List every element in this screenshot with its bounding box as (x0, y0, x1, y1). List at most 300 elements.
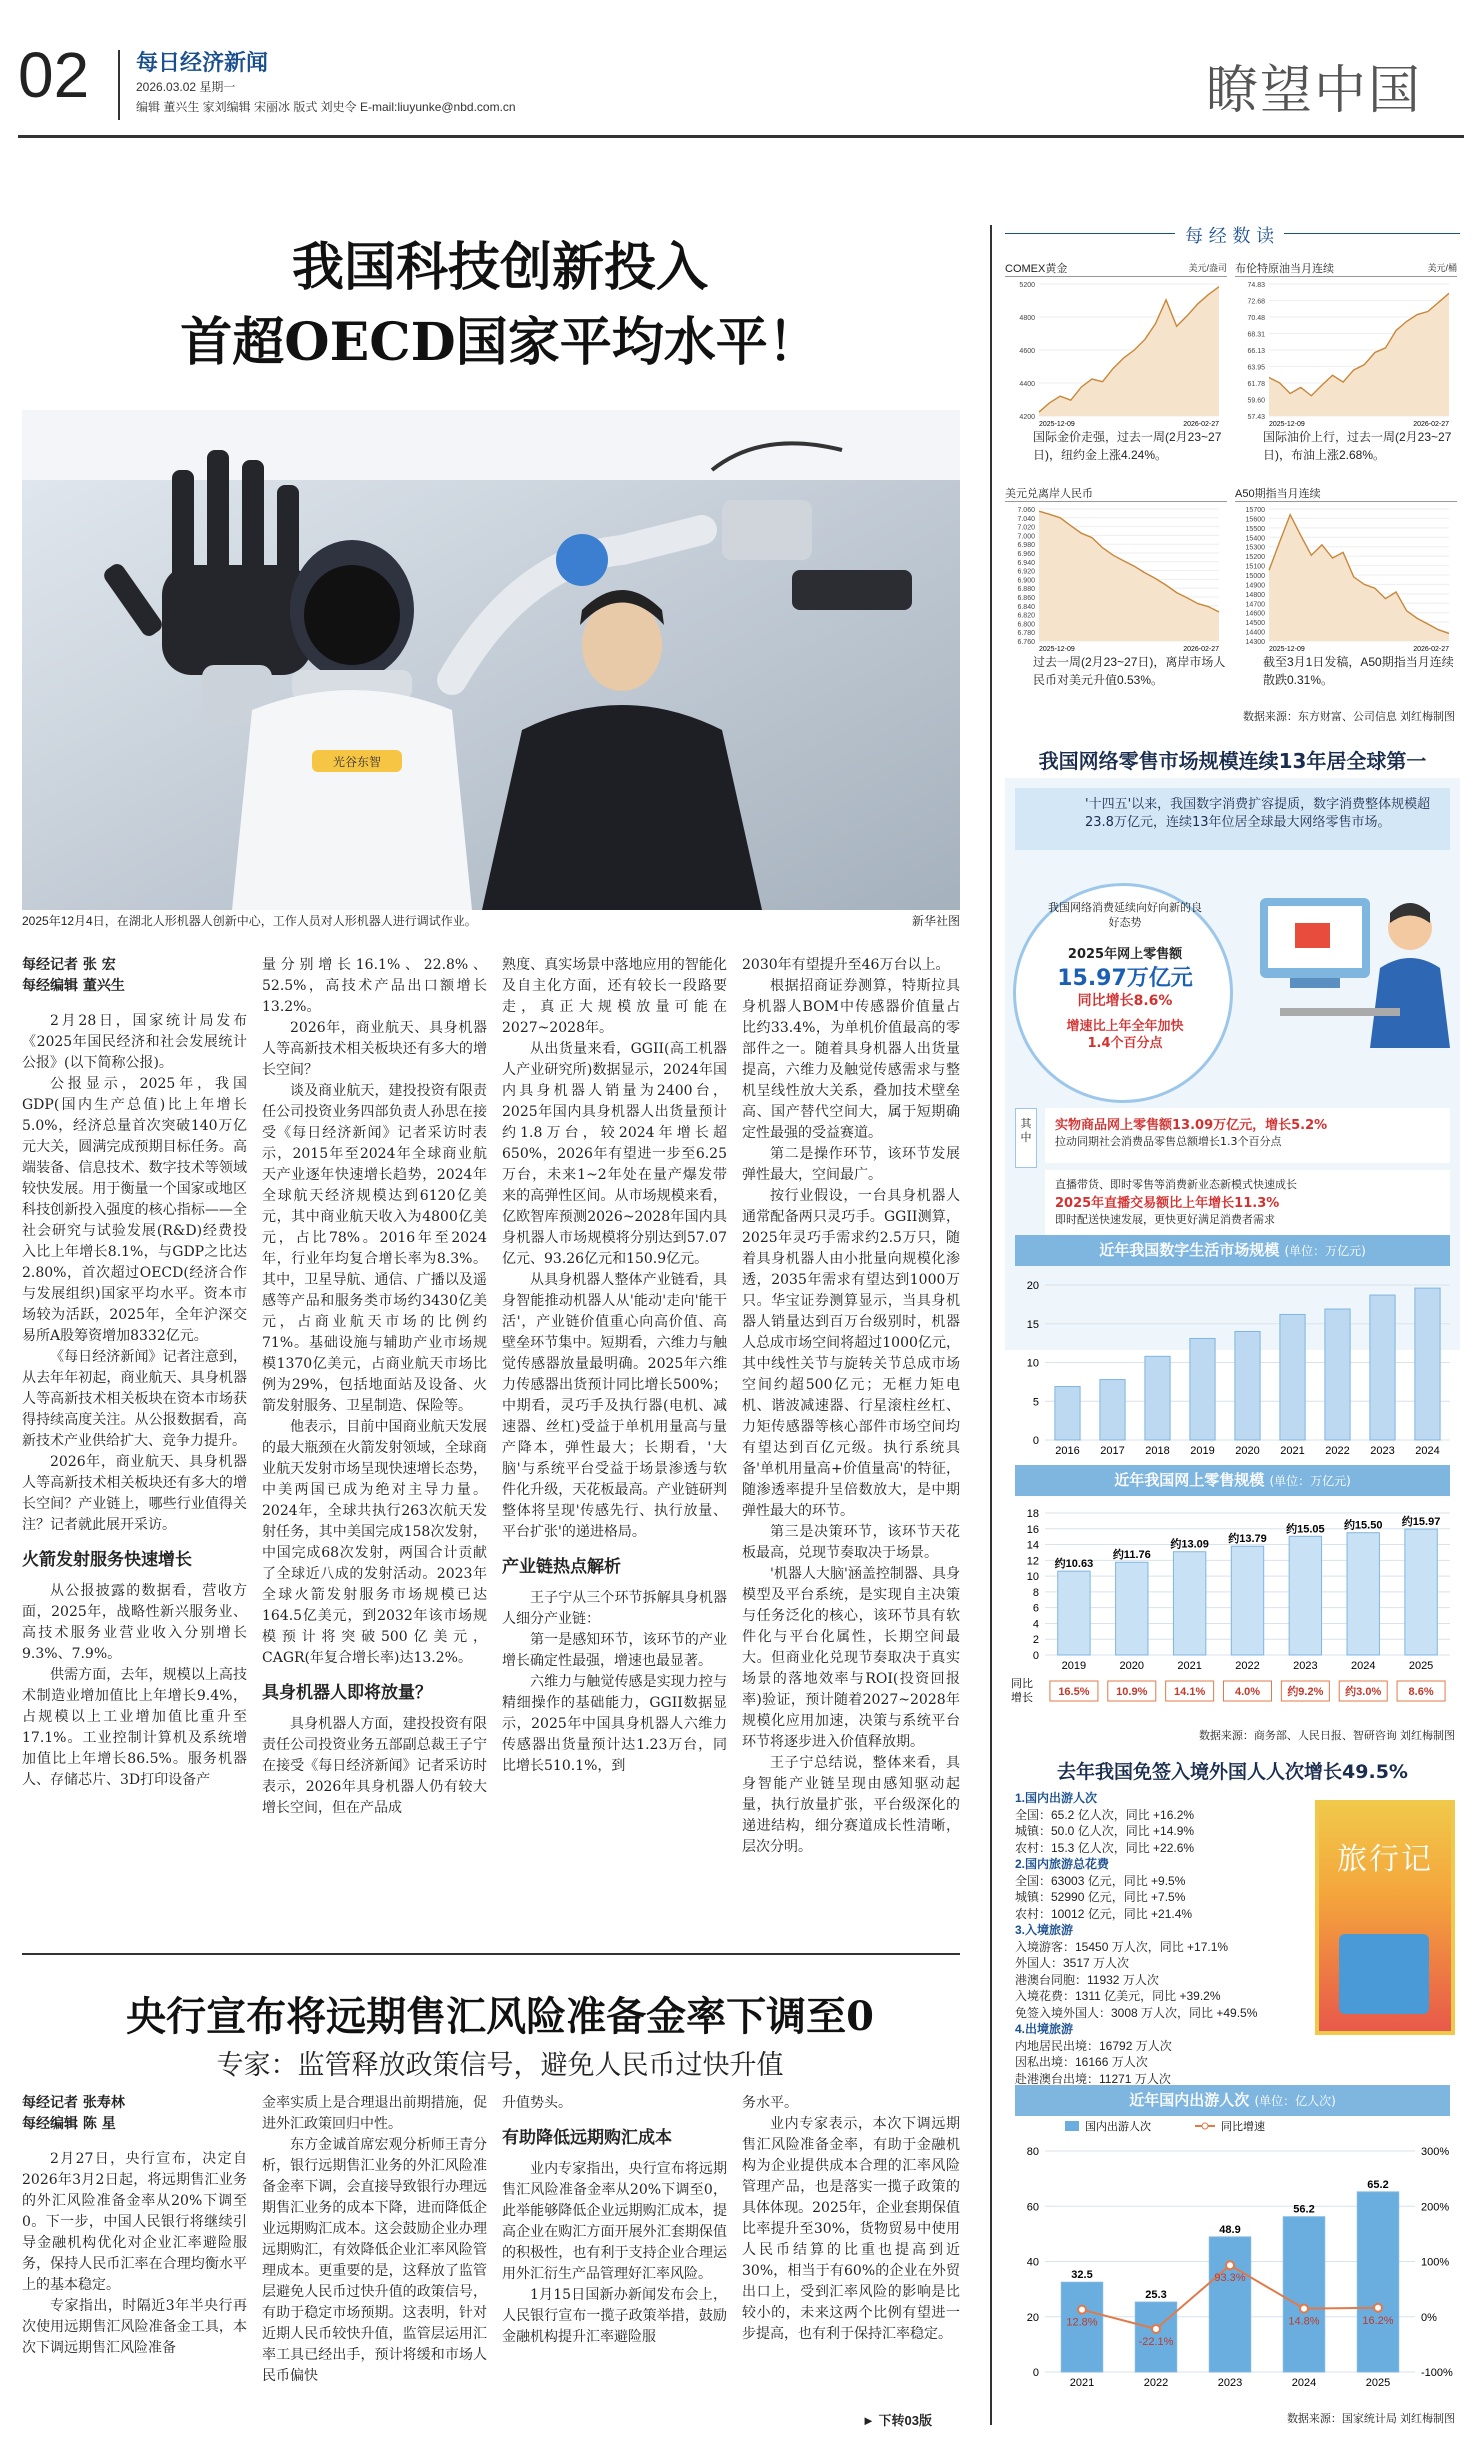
online-chart-title: 近年我国网上零售规模 (1114, 1471, 1265, 1489)
bar-value-label: 约10.63 (1054, 1558, 1094, 1571)
mini-tick: 63.95 (1247, 364, 1265, 372)
paragraph: 谈及商业航天，建投投资有限责任公司投资业务四部负责人孙思在接受《每日经济新闻》记者采访时表示，2015年至2024年全球商业航天产业逐年快速增长趋势，2024年全球航天经济规模达到6120亿美元，其中商业航天收入为4800亿美元，占比78%。2016年至2024年，行业年均复合增长率为8.3%。其中，卫星导航、通信、广播以及遥感等产品和服务类市场约3430亿美元，占商业航天市场的比例约71%。基础设施与辅助产业市场规模1370亿美元，占商业航天市场比例为29%，包括地面站及设备、火箭发射服务、卫星制造、保险等。 (262, 1083, 487, 1414)
svg-text:光谷东智: 光谷东智 (332, 755, 382, 769)
tour-stats (1015, 1790, 1315, 2087)
mini-tick: 15600 (1245, 516, 1265, 524)
continued-link[interactable]: ► 下转03版 (862, 2413, 932, 2428)
retail-title: 我国网络零售市场规模连续13年居全球第一 (1038, 749, 1427, 773)
tour-stat-line: 入境花费：1311 亿美元，同比 +39.2% (1015, 1989, 1221, 2003)
bar (1209, 2237, 1250, 2372)
bar (1405, 1529, 1437, 1655)
mini-tick: 59.60 (1247, 397, 1265, 405)
subheading: 产业链热点解析 (502, 1557, 621, 1577)
growth-point (1078, 2306, 1086, 2314)
y2-tick-label: -100% (1421, 2367, 1453, 2379)
mini-tick: 14500 (1245, 620, 1265, 628)
y-tick-label: 40 (1026, 2256, 1039, 2269)
paragraph: 公报显示，2025年，我国GDP(国内生产总值)比上年增长5.0%，经济总量首次突破140万亿元大关，圆满完成预期目标任务。高端装备、信息技术、数字技术等领域较快发展。用于衡量一个国家或地区科技创新投入强度的核心指标——全社会研究与试验发展(R&D)经费投入比上年增长8.1%，与GDP之比达2.80%，首次超过OECD(经济合作与发展组织)国家平均水平。资本市场较为活跃，2025年，全年沪深交易所A股筹资增加8332亿元。 (22, 1076, 247, 1344)
robot-illustration (22, 410, 960, 910)
x-tick-label: 2023 (1370, 1445, 1395, 1457)
legend-bar-label: 国内出游人次 (1085, 2120, 1151, 2133)
mini-tick: 6.960 (1017, 551, 1035, 558)
paragraph: 供需方面，去年，规模以上高技术制造业增加值比上年增长9.4%，占规模以上工业增加值比重升至17.1%。工业控制计算机及系统增加值比上年增长86.5%。服务机器人、存储芯片、3D打印设备产 (22, 1667, 247, 1788)
retail-intro: '十四五'以来，我国数字消费扩容提质，数字消费整体规模超23.8万亿元，连续13年位居全球最大网络零售市场。 (1015, 788, 1450, 850)
shuju-title: 每 经 数 读 (1175, 222, 1284, 248)
paragraph: 2月27日，央行宣布，决定自2026年3月2日起，将远期售汇业务的外汇风险准备金率从20%下调至0。下一步，中国人民银行将继续引导金融机构优化对企业汇率避险服务，保持人民币汇率在合理均衡水平上的基本稳定。 (22, 2151, 247, 2293)
paragraph: 王子宁总结说，整体来看，具身智能产业链呈现由感知驱动起量，执行放量扩张，平台级深化的递进结构，细分赛道成长性清晰，层次分明。 (742, 1755, 960, 1855)
paragraph: 2月28日，国家统计局发布《2025年国民经济和社会发展统计公报》(以下简称公报)。 (22, 1013, 247, 1071)
mini-tick: 7.040 (1017, 515, 1035, 523)
x-tick-label: 2019 (1190, 1445, 1215, 1457)
mini-tick: 15300 (1245, 544, 1265, 552)
bar (1370, 1295, 1395, 1440)
bar (1058, 1571, 1090, 1655)
x-tick-label: 2024 (1415, 1445, 1440, 1457)
mini-chart-caption: 过去一周(2月23~27日)，离岸市场人民币对美元升值0.53%。 (1033, 655, 1226, 687)
y-tick-label: 0 (1032, 1650, 1039, 1662)
y-tick-label: 2 (1032, 1634, 1039, 1647)
y-tick-label: 18 (1026, 1508, 1039, 1520)
paragraph: 业内专家表示，本次下调远期售汇风险准备金率，有助于金融机构为企业提供成本合理的汇率风险管理产品，也是落实一揽子政策的具体体现。2025年，企业套期保值比率提升至30%，货物贸易中使用人民币结算的比重也提高到近30%，相当于有60%的企业在外贸出口上，受到汇率风险的影响是比较小的，未来这两个比例有望进一步提高，也有利于保持汇率稳定。 (742, 2116, 960, 2342)
retail-box1 (1045, 1108, 1450, 1163)
x-tick-label: 2020 (1235, 1445, 1260, 1457)
mini-tick: 6.900 (1017, 577, 1035, 585)
bar (1415, 1288, 1440, 1440)
growth-point-label: -22.1% (1138, 2335, 1174, 2348)
retail-box2 (1045, 1170, 1450, 1240)
growth-point (1374, 2304, 1382, 2312)
mini-chart-caption: 国际油价上行，过去一周(2月23~27日)，布油上涨2.68%。 (1263, 430, 1452, 462)
article2-col4 (742, 2093, 960, 2403)
mini-tick: 57.43 (1247, 414, 1265, 421)
x-tick-label: 2021 (1069, 2377, 1095, 2389)
mini-tick: 72.68 (1247, 298, 1265, 306)
digital-chart-header (1015, 1235, 1450, 1266)
mini-tick: 14300 (1245, 639, 1265, 646)
mini-area (1039, 511, 1219, 641)
growth-label: 16.5% (1058, 1686, 1090, 1698)
mini-chart-unit: 美元/盎司 (1188, 263, 1227, 273)
paragraph: 1月15日国新办新闻发布会上，人民银行宣布一揽子政策举措，鼓励金融机构提升汇率避险服 (502, 2287, 727, 2345)
retail-b1: 实物商品网上零售额13.09万亿元，增长5.2% (1055, 1118, 1328, 1133)
bar-value-label: 约13.79 (1228, 1533, 1267, 1546)
byline-editor: 每经编辑 陈 星 (22, 2116, 116, 2132)
retail-b2: 直播带货、即时零售等消费新业态新模式快速成长 (1055, 1178, 1297, 1191)
mini-tick: 4800 (1019, 315, 1035, 322)
subheading: 具身机器人即将放量？ (262, 1683, 432, 1703)
tour-trips-chart (1005, 2117, 1460, 2407)
mini-chart-unit: 美元/桶 (1427, 263, 1457, 273)
qizhong-label: 其中 (1015, 1108, 1037, 1168)
y2-tick-label: 100% (1421, 2256, 1450, 2269)
tour-stat-line: 港澳台同胞：11932 万人次 (1015, 1972, 1159, 1987)
mini-tick: 7.060 (1017, 507, 1035, 514)
sidebar-divider (990, 225, 992, 2425)
mini-date-end: 2026-02-27 (1183, 421, 1219, 426)
y-tick-label: 20 (1026, 1280, 1039, 1292)
mini-tick: 14800 (1245, 591, 1265, 599)
mini-tick: 6.860 (1017, 595, 1035, 602)
mini-tick: 6.980 (1017, 542, 1035, 550)
tour-title: 去年我国免签入境外国人人次增长49.5% (1057, 1761, 1408, 1783)
y-tick-label: 10 (1026, 1357, 1039, 1370)
paragraph: 从出货量来看，GGII(高工机器人产业研究所)数据显示，2024年国内具身机器人销量为2400台，2025年国内具身机器人出货量预计约1.8万台，较2024年增长超650%，2026年有望进一步至6.25万台，未来1~2年处在量产爆发带来的高弹性区间。从市场规模来看，亿欧智库预测2026~2028年国内具身机器人市场规模将分别达到57.07亿元、93.26亿元和150.9亿元。 (502, 1041, 727, 1267)
speed-note: 增速比上年全年加快1.4个百分点 (1066, 1019, 1184, 1051)
mini-area (1269, 515, 1449, 641)
header-rule (18, 135, 1464, 138)
byline-reporter: 每经记者 张寿林 (22, 2095, 125, 2111)
tour-section-heading: 4.出境旅游 (1015, 2022, 1074, 2036)
bar (1357, 2192, 1398, 2372)
mini-tick: 61.78 (1247, 381, 1265, 388)
growth-label: 4.0% (1234, 1686, 1261, 1698)
photo-caption (22, 912, 960, 929)
mini-tick: 6.820 (1017, 612, 1035, 620)
ring-label: 我国网络消费延续向好向新的良好态势 (1048, 901, 1202, 929)
article2-subtitle: 专家：监管释放政策信号，避免人民币过快升值 (216, 2050, 784, 2081)
retail-b2-note: 即时配送快速发展，更快更好满足消费者需求 (1055, 1213, 1275, 1226)
tour-stat-line: 因私出境：16166 万人次 (1015, 2055, 1148, 2069)
paragraph: 他表示，目前中国商业航天发展的最大瓶颈在火箭发射领域，全球商业航天发射市场呈现快速增长态势，中美两国已成为绝对主导力量。2024年，全球共执行263次航天发射任务，其中美国完成158次发射，中国完成68次发射，两国合计贡献了全球近八成的发射活动。2023年全球火箭发射服务市场规模已达164.5亿美元，到2032年该市场规模预计将突破500亿美元，CAGR(年复合增长率)达13.2%。 (262, 1419, 487, 1666)
bar (1289, 1536, 1321, 1655)
big-value: 15.97万亿元 (1057, 966, 1193, 991)
growth-label: 14.1% (1174, 1686, 1206, 1698)
legend-line-label: 同比增速 (1221, 2120, 1265, 2133)
mini-tick: 70.48 (1247, 315, 1265, 322)
mini-area (1039, 287, 1219, 416)
paragraph: 根据招商证券测算，特斯拉具身机器人BOM中传感器价值量占比约33.4%，为单机价值最高的零部件之一。随着具身机器人出货量提高，六维力及触觉传感需求与整机呈线性放大关系，叠加技术壁垒高、国产替代空间大，属于短期确定性最强的受益赛道。 (742, 978, 960, 1141)
tour-stat-line: 全国：63003 亿元，同比 +9.5% (1015, 1873, 1186, 1888)
tour-stat-line: 外国人：3517 万人次 (1015, 1956, 1130, 1970)
y2-tick-label: 0% (1421, 2311, 1437, 2324)
bar-value-label: 约15.05 (1286, 1523, 1325, 1536)
online-retail-chart (1005, 1495, 1460, 1720)
online-chart-unit: (单位：万亿元) (1269, 1474, 1351, 1488)
mini-chart-name: 美元兑离岸人民币 (1005, 485, 1227, 502)
mini-tick: 6.780 (1017, 630, 1035, 638)
article2-col2 (262, 2093, 487, 2423)
header-divider (118, 50, 120, 120)
bar (1280, 1314, 1305, 1440)
tour-stat-line: 农村：10012 亿元，同比 +21.4% (1015, 1906, 1193, 1921)
bar (1116, 1562, 1148, 1655)
mini-chart-3 (1235, 485, 1457, 705)
paragraph: 从公报披露的数据看，营收方面，2025年，战略性新兴服务业、高技术服务业营业收入分别增长9.3%、7.9%。 (22, 1583, 247, 1662)
caption-text: 2025年12月4日，在湖北人形机器人创新中心，工作人员对人形机器人进行调试作业。 (22, 914, 477, 928)
paragraph: 《每日经济新闻》记者注意到，从去年年初起，商业航天、具身机器人等高新技术相关板块在资本市场获得持续高度关注。从公报数据看，高新技术产业供给扩大、竞争力提升。 (22, 1349, 247, 1449)
bar-value-label: 约15.97 (1401, 1516, 1441, 1529)
paragraph: 业内专家指出，央行宣布将远期售汇风险准备金率从20%下调至0，此举能够降低企业远期购汇成本，提高企业在购汇方面开展外汇套期保值的积极性，也有利于支持企业合理运用外汇衍生产品管理好汇率风险。 (502, 2161, 727, 2282)
growth-point-label: 12.8% (1066, 2316, 1098, 2329)
article2-title: 央行宣布将远期售汇风险准备金率下调至0 (126, 1993, 874, 2040)
bar-value-label: 56.2 (1293, 2203, 1315, 2216)
y2-tick-label: 200% (1421, 2201, 1450, 2214)
x-tick-label: 2022 (1235, 1660, 1260, 1672)
mini-tick: 4200 (1019, 414, 1035, 421)
bar (1231, 1546, 1263, 1655)
tour-stat-line: 赴港澳台出境：11271 万人次 (1015, 2071, 1171, 2086)
paragraph: 量分别增长16.1%、22.8%、52.5%，高技术产品出口额增长13.2%。 (262, 957, 487, 1015)
paragraph: 从具身机器人整体产业链看，具身智能推动机器人从'能动'走向'能干活'，产业链价值重心向高价值、高壁垒环节集中。短期看，六维力与触觉传感器放量最明确。2025年六维力传感器出货预计同比增长500%；中期看，灵巧手及执行器(电机、减速器、丝杠)受益于单机用量高与量产降本，弹性最大；长期看，'大脑'与系统平台受益于场景渗透与软件化升级，天花板最高。产业链研判整体将呈现'传感先行、执行放量、平台扩张'的递进格局。 (502, 1272, 727, 1540)
x-tick-label: 2025 (1365, 2377, 1391, 2389)
digital-chart-unit: (单位：万亿元) (1284, 1244, 1366, 1258)
mini-tick: 14900 (1245, 582, 1265, 590)
bar (1190, 1338, 1215, 1440)
x-tick-label: 2023 (1293, 1660, 1318, 1672)
tour-stamp (1315, 1800, 1455, 2035)
mini-tick: 15100 (1245, 563, 1265, 571)
legend-bar-swatch (1065, 2121, 1079, 2131)
growth-point (1226, 2261, 1234, 2269)
mini-chart-svg (1235, 501, 1457, 651)
growth-label: 10.9% (1116, 1686, 1148, 1698)
tour-stat-line: 免签入境外国人：3008 万人次，同比 +49.5% (1015, 2005, 1258, 2020)
mini-date-start: 2025-12-09 (1269, 421, 1305, 426)
article1-photo (22, 410, 960, 910)
x-tick-label: 2023 (1217, 2377, 1243, 2389)
mini-chart-svg (1005, 501, 1227, 651)
mini-chart-name: COMEX黄金 (1005, 260, 1227, 277)
mini-tick: 68.31 (1247, 331, 1265, 339)
bar (1055, 1387, 1080, 1440)
bar (1347, 1533, 1379, 1655)
mini-date-end: 2026-02-27 (1413, 646, 1449, 651)
x-tick-label: 2025 (1408, 1660, 1434, 1672)
editor-staff: 编辑 董兴生 家刘编辑 宋丽冰 版式 刘史令 E-mail:liuyunke@nbd.com.cn (136, 100, 516, 114)
paragraph: 金率实质上是合理退出前期措施，促进外汇政策回归中性。 (262, 2095, 487, 2132)
mini-tick: 6.760 (1017, 639, 1035, 646)
tour-stat-line: 内地居民出境：16792 万人次 (1015, 2038, 1172, 2053)
mini-tick: 15500 (1245, 525, 1265, 533)
tour-section-heading: 1.国内出游人次 (1015, 1791, 1098, 1805)
byline-reporter: 每经记者 张 宏 (22, 957, 116, 973)
tour-stat-line: 城镇：52990 亿元，同比 +7.5% (1015, 1890, 1186, 1904)
mini-chart-svg (1005, 276, 1227, 426)
big-label: 2025年网上零售额 (1067, 947, 1183, 962)
retail-b1-sub: 拉动同期社会消费品零售总额增长1.3个百分点 (1055, 1135, 1282, 1148)
mini-tick: 74.83 (1247, 282, 1265, 289)
shuju-source: 数据来源：东方财富、公司信息 刘红梅制图 (1242, 711, 1455, 723)
article1-col1 (22, 955, 247, 1791)
x-tick-label: 2024 (1350, 1660, 1376, 1672)
mini-date-start: 2025-12-09 (1039, 646, 1075, 651)
page-number: 02 (18, 39, 90, 111)
y-tick-label: 0 (1032, 2367, 1039, 2379)
subheading: 火箭发射服务快速增长 (22, 1550, 192, 1570)
article1-title-line2: 首超OECD国家平均水平！ (180, 312, 820, 373)
paragraph: 第三是决策环节，该环节天花板最高，兑现节奏取决于场景。 (742, 1524, 960, 1561)
paragraph: 按行业假设，一台具身机器人通常配备两只灵巧手。GGII测算，2025年灵巧手需求约2.5万只，随着具身机器人由小批量向规模化渗透，2035年需求有望达到1000万只。华宝证券测算显示，当具身机器人销量达到百万台级别时，机器人总成市场空间将超过1000亿元，其中线性关节与旋转关节总成市场空间约超500亿元；无框力矩电机、谐波减速器、行星滚柱丝杠、力矩传感器等核心部件市场空间均有望达到百亿元级。执行系统具备'单机用量高+价值量高'的特征，随渗透率提升呈倍数放大，是中期弹性最大的环节。 (742, 1188, 960, 1519)
growth-row-label: 同比 (1011, 1677, 1033, 1690)
mini-tick: 7.020 (1017, 524, 1035, 532)
growth-label: 8.6% (1408, 1686, 1434, 1698)
bar (1283, 2217, 1324, 2372)
y-tick-label: 6 (1032, 1602, 1039, 1615)
paragraph: 2026年，商业航天、具身机器人等高新技术相关板块还有多大的增长空间？产业链上，哪些行业值得关注？记者就此展开采访。 (22, 1454, 247, 1533)
article-divider (22, 1953, 960, 1955)
tour-stat-line: 全国：65.2 亿人次，同比 +16.2% (1015, 1807, 1195, 1822)
y-tick-label: 14 (1026, 1539, 1039, 1552)
mini-tick: 15700 (1245, 507, 1265, 514)
growth-point (1300, 2305, 1308, 2313)
legend-line-marker (1202, 2123, 1208, 2129)
tour-chart-unit: (单位：亿人次) (1254, 2094, 1336, 2108)
landmark-icon (1339, 1934, 1429, 2014)
tour-stat-line: 农村：15.3 亿人次，同比 +22.6% (1015, 1840, 1195, 1855)
growth-point (1152, 2325, 1160, 2333)
y-tick-label: 4 (1032, 1618, 1039, 1631)
bar (1325, 1309, 1350, 1440)
mini-tick: 4400 (1019, 381, 1035, 388)
mini-date-start: 2025-12-09 (1269, 646, 1305, 651)
tour-source: 数据来源：国家统计局 刘红梅制图 (1286, 2413, 1455, 2425)
growth-row-label: 增长 (1011, 1691, 1033, 1704)
article1-title-line1: 我国科技创新投入 (291, 237, 708, 298)
shopper-illustration (1250, 868, 1450, 1058)
tour-chart-header (1015, 2085, 1450, 2116)
mini-tick: 6.880 (1017, 586, 1035, 594)
paragraph: '机器人大脑'涵盖控制器、具身模型及平台系统，是实现自主决策与任务泛化的核心，该环节具有软件化与平台化属性，长期空间最大。但商业化兑现节奏取决于真实场景的落地效率与ROI(投资回报率)验证，预计随着2027~2028年规模化应用加速，决策与系统平台环节将逐步进入价值释放期。 (742, 1566, 960, 1750)
paragraph: 第一是感知环节，该环节的产业增长确定性最强，增速也最显著。 (502, 1632, 727, 1669)
y-tick-label: 80 (1026, 2146, 1039, 2158)
mini-tick: 5200 (1019, 282, 1035, 289)
article1-col3 (502, 955, 727, 1777)
photo-credit: 新华社图 (911, 914, 960, 928)
article2-col1 (22, 2093, 247, 2423)
bar (1235, 1332, 1260, 1441)
x-tick-label: 2017 (1100, 1445, 1125, 1457)
mini-tick: 66.13 (1247, 348, 1265, 355)
mini-date-end: 2026-02-27 (1183, 646, 1219, 651)
paragraph: 熟度、真实场景中落地应用的智能化及自主化方面，还有较长一段路要走，真正大规模放量可能在2027~2028年。 (502, 957, 727, 1036)
paragraph: 务水平。 (742, 2095, 798, 2111)
y-tick-label: 5 (1032, 1396, 1039, 1409)
paragraph: 升值势头。 (502, 2095, 572, 2111)
mini-chart-caption: 截至3月1日发稿，A50期指当月连续散跌0.31%。 (1263, 655, 1454, 687)
mini-tick: 15000 (1245, 573, 1265, 580)
paragraph: 2030年有望提升至46万台以上。 (742, 957, 950, 973)
y-tick-label: 8 (1032, 1586, 1039, 1599)
growth-point-label: 16.2% (1362, 2314, 1394, 2327)
mini-tick: 7.000 (1017, 533, 1035, 541)
bar-value-label: 约11.76 (1112, 1549, 1151, 1562)
bar (1100, 1380, 1125, 1440)
paragraph: 专家指出，时隔近3年半央行再次使用远期售汇风险准备金工具，本次下调远期售汇风险准备 (22, 2298, 247, 2356)
x-tick-label: 2018 (1145, 1445, 1170, 1457)
bar-value-label: 约13.09 (1170, 1538, 1209, 1551)
growth-label: 约3.0% (1345, 1686, 1382, 1698)
digital-chart-title: 近年我国数字生活市场规模 (1099, 1241, 1280, 1259)
mini-chart-1 (1235, 260, 1457, 480)
y-tick-label: 16 (1026, 1523, 1039, 1536)
bar-value-label: 32.5 (1071, 2269, 1093, 2282)
mini-tick: 4600 (1019, 348, 1035, 355)
bar (1173, 1552, 1205, 1655)
mini-tick: 6.920 (1017, 568, 1035, 576)
mini-tick: 6.840 (1017, 603, 1035, 611)
mini-date-end: 2026-02-27 (1413, 421, 1449, 426)
tour-section-heading: 2.国内旅游总花费 (1015, 1857, 1110, 1871)
mini-tick: 15200 (1245, 554, 1265, 562)
mini-tick: 14600 (1245, 610, 1265, 618)
byline-editor: 每经编辑 董兴生 (22, 978, 125, 994)
retail-b2-sub: 2025年直播交易额比上年增长11.3% (1055, 1196, 1280, 1211)
growth-point-label: 93.3% (1214, 2272, 1246, 2285)
bar-value-label: 65.2 (1367, 2178, 1389, 2191)
mini-chart-0 (1005, 260, 1227, 480)
y-tick-label: 0 (1032, 1435, 1039, 1447)
x-tick-label: 2019 (1061, 1660, 1087, 1672)
tour-stat-line: 入境游客：15450 万人次，同比 +17.1% (1015, 1939, 1229, 1954)
mini-tick: 15400 (1245, 535, 1265, 543)
bar-value-label: 48.9 (1219, 2223, 1241, 2236)
issue-date: 2026.03.02 星期一 (136, 80, 236, 94)
y-tick-label: 60 (1026, 2201, 1039, 2214)
paragraph: 东方金诚首席宏观分析师王青分析，银行远期售汇业务的外汇风险准备金率下调，会直接导致银行办理远期售汇业务的成本下降，进而降低企业远期购汇成本。这会鼓励企业办理远期购汇，有效降低企业汇率风险管理成本。更重要的是，这释放了监管层避免人民币过快升值的政策信号，有助于稳定市场预期。这表明，针对近期人民币较快升值，监管层运用汇率工具已经出手，预计将缓和市场人民币偏快 (262, 2137, 487, 2384)
article1-col4 (742, 955, 960, 1858)
growth-point-label: 14.8% (1288, 2315, 1320, 2328)
mini-tick: 14700 (1245, 601, 1265, 609)
x-tick-label: 2020 (1119, 1660, 1145, 1672)
paragraph: 六维力与触觉传感是实现力控与精细操作的基础能力，GGII数据显示，2025年中国具身机器人六维力传感器出货量预计达1.23万台，同比增长510.1%，到 (502, 1674, 727, 1774)
article1-col2 (262, 955, 487, 1819)
mini-chart-name: 布伦特原油当月连续 (1235, 260, 1457, 277)
x-tick-label: 2024 (1291, 2377, 1317, 2389)
paragraph: 具身机器人方面，建投投资有限责任公司投资业务五部副总裁王子宁在接受《每日经济新闻》记者采访时表示，2026年具身机器人仍有较大增长空间，但在产品成 (262, 1716, 487, 1816)
x-tick-label: 2016 (1055, 1445, 1080, 1457)
x-tick-label: 2022 (1143, 2377, 1169, 2389)
paragraph: 第二是操作环节，该环节发展弹性最大，空间最广。 (742, 1146, 960, 1183)
mini-chart-caption: 国际金价走强，过去一周(2月23~27日)，纽约金上涨4.24%。 (1033, 430, 1222, 462)
subheading: 有助降低远期购汇成本 (502, 2128, 672, 2148)
y-tick-label: 12 (1026, 1555, 1039, 1568)
y-tick-label: 15 (1026, 1318, 1039, 1331)
mini-tick: 6.800 (1017, 621, 1035, 629)
paragraph: 王子宁从三个环节拆解具身机器人细分产业链： (502, 1590, 727, 1627)
y-tick-label: 10 (1026, 1571, 1039, 1584)
mini-chart-svg (1235, 276, 1457, 426)
mini-tick: 6.940 (1017, 559, 1035, 567)
tour-stamp-text: 旅行记 (1337, 1842, 1433, 1877)
paragraph: 2026年，商业航天、具身机器人等高新技术相关板块还有多大的增长空间？ (262, 1020, 487, 1078)
bar-value-label: 约15.50 (1343, 1519, 1383, 1532)
mini-date-start: 2025-12-09 (1039, 421, 1075, 426)
bar (1145, 1356, 1170, 1440)
x-tick-label: 2021 (1280, 1445, 1305, 1457)
y-tick-label: 20 (1026, 2311, 1039, 2324)
shuju-header (1005, 222, 1460, 247)
article2-col3 (502, 2093, 727, 2423)
tour-chart-title: 近年国内出游人次 (1129, 2091, 1250, 2109)
tour-stat-line: 城镇：50.0 亿人次，同比 +14.9% (1015, 1824, 1195, 1838)
big-growth: 同比增长8.6% (1077, 993, 1173, 1009)
mini-chart-2 (1005, 485, 1227, 705)
mini-tick: 14400 (1245, 629, 1265, 637)
section-name: 瞭望中国 (1205, 61, 1422, 121)
x-tick-label: 2022 (1325, 1445, 1350, 1457)
mini-area (1269, 293, 1449, 416)
x-tick-label: 2021 (1177, 1660, 1202, 1672)
online-chart-header (1015, 1465, 1450, 1496)
digital-life-chart (1005, 1265, 1460, 1465)
retail-source: 数据来源：商务部、人民日报、智研咨询 刘红梅制图 (1198, 1730, 1455, 1742)
growth-label: 约9.2% (1287, 1686, 1324, 1698)
tour-section-heading: 3.入境旅游 (1015, 1923, 1074, 1937)
newspaper-name: 每日经济新闻 (136, 51, 269, 76)
y2-tick-label: 300% (1421, 2146, 1450, 2158)
mini-chart-name: A50期指当月连续 (1235, 485, 1457, 502)
bar-value-label: 25.3 (1145, 2289, 1167, 2302)
